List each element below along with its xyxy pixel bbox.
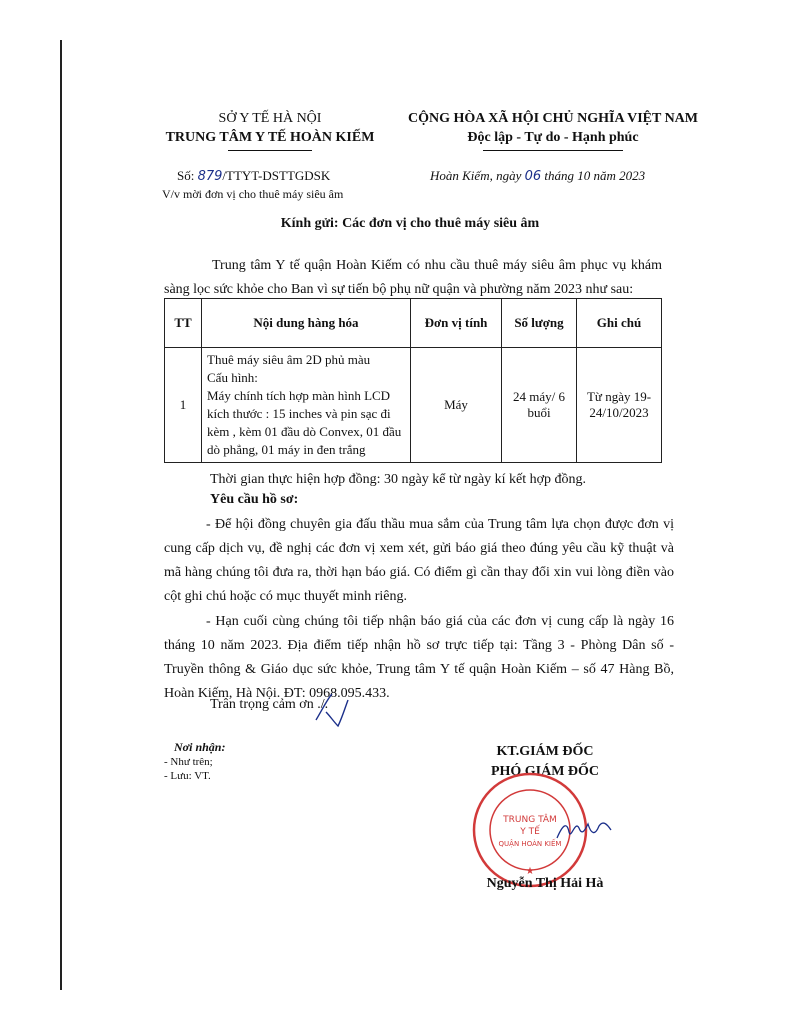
motto-underline (483, 150, 623, 151)
col-header-content: Nội dung hàng hóa (202, 299, 411, 348)
ministry-name: SỞ Y TẾ HÀ NỘI (218, 111, 322, 126)
stamp-text-1: TRUNG TÂM (503, 815, 557, 825)
cell-content (202, 348, 411, 463)
table-header-row (165, 299, 662, 348)
organization-name: TRUNG TÂM Y TẾ HOÀN KIẾM (165, 130, 375, 145)
col-header-quantity: Số lượng (502, 299, 577, 348)
recipients-title: Nơi nhận: (174, 740, 226, 754)
items-table (164, 298, 662, 463)
doc-number-prefix: Số: (177, 168, 195, 183)
date-prefix: Hoàn Kiếm, ngày (430, 168, 522, 183)
signature-role-2: PHÓ GIÁM ĐỐC (490, 764, 600, 779)
doc-number-handwritten: 879 (197, 169, 223, 184)
svg-text:★: ★ (525, 866, 535, 877)
col-header-unit: Đơn vị tính (411, 299, 502, 348)
cell-tt: 1 (165, 348, 202, 463)
cell-unit: Máy (411, 348, 502, 463)
signer-name: Nguyễn Thị Hải Hà (486, 876, 604, 891)
closing-line: Trân trọng cảm ơn ./. (210, 697, 329, 712)
initials-handwritten-mark (312, 690, 352, 730)
country-name: CỘNG HÒA XÃ HỘI CHỦ NGHĨA VIỆT NAM (407, 111, 698, 126)
date-day-handwritten: 06 (524, 169, 542, 184)
contract-time: Thời gian thực hiện hợp đồng: 30 ngày kể từ ngày kí kết hợp đồng. (210, 472, 587, 487)
recipient-item: - Lưu: VT. (164, 770, 211, 782)
cell-quantity: 24 máy/ 6 buổi (502, 348, 577, 463)
handwritten-signature (555, 810, 615, 850)
document-subject: V/v mời đơn vị cho thuê máy siêu âm (162, 187, 344, 201)
cell-note: Từ ngày 19-24/10/2023 (577, 348, 662, 463)
col-header-tt: TT (165, 299, 202, 348)
col-header-note: Ghi chú (577, 299, 662, 348)
page-left-edge (60, 40, 62, 990)
requirement-2: - Hạn cuối cùng chúng tôi tiếp nhận báo giá của các đơn vị cung cấp là ngày 16 tháng 10 năm 2023. Địa điểm tiếp nhận hồ sơ trực tiếp tại: Tầng 3 - Phòng Dân số - Truyền thông & Giáo dục sức khỏe, Trung tâm Y tế quận Hoàn Kiếm – số 47 Hàng Bồ, Hoàn Kiếm, Hà Nội. ĐT: 0968.095.433. (164, 614, 674, 701)
org-underline (228, 150, 312, 151)
requirements-title: Yêu cầu hồ sơ: (210, 492, 299, 507)
recipient-line: Kính gửi: Các đơn vị cho thuê máy siêu âm (280, 216, 540, 231)
content-line: Thuê máy siêu âm 2D phủ màu (207, 352, 371, 367)
content-line: Máy chính tích hợp màn hình LCD kích thước : 15 inches và pin sạc đi kèm , kèm 01 đầu dò Convex, 01 đầu dò phẳng, 01 máy in đen trắng (207, 388, 402, 457)
recipient-item: - Như trên; (164, 756, 213, 768)
national-motto: Độc lập - Tự do - Hạnh phúc (467, 130, 639, 145)
content-line: Cấu hình: (207, 370, 258, 385)
stamp-text-3: QUẬN HOÀN KIẾM (498, 840, 562, 848)
signature-role-1: KT.GIÁM ĐỐC (496, 744, 594, 759)
document-number (177, 168, 417, 184)
table-row (165, 348, 662, 463)
date-suffix: tháng 10 năm 2023 (544, 168, 646, 183)
issue-date (430, 168, 690, 184)
requirement-1: - Để hội đồng chuyên gia đấu thầu mua sắm của Trung tâm lựa chọn được đơn vị cung cấp dịch vụ, đề nghị các đơn vị xem xét, gửi báo giá theo đúng yêu cầu kỹ thuật và mã hàng chúng tôi đưa ra, thời hạn báo giá. Có điểm gì cần thay đổi xin vui lòng điền vào cột ghi chú hoặc có mục thuyết minh riêng. (164, 517, 674, 604)
intro-paragraph: Trung tâm Y tế quận Hoàn Kiếm có nhu cầu thuê máy siêu âm phục vụ khám sàng lọc sức khỏe cho Ban vì sự tiến bộ phụ nữ quận và phường năm 2023 như sau: (164, 258, 662, 297)
stamp-text-2: Y TẾ (520, 827, 540, 837)
doc-number-suffix: /TTYT-DSTTGDSK (222, 168, 331, 183)
